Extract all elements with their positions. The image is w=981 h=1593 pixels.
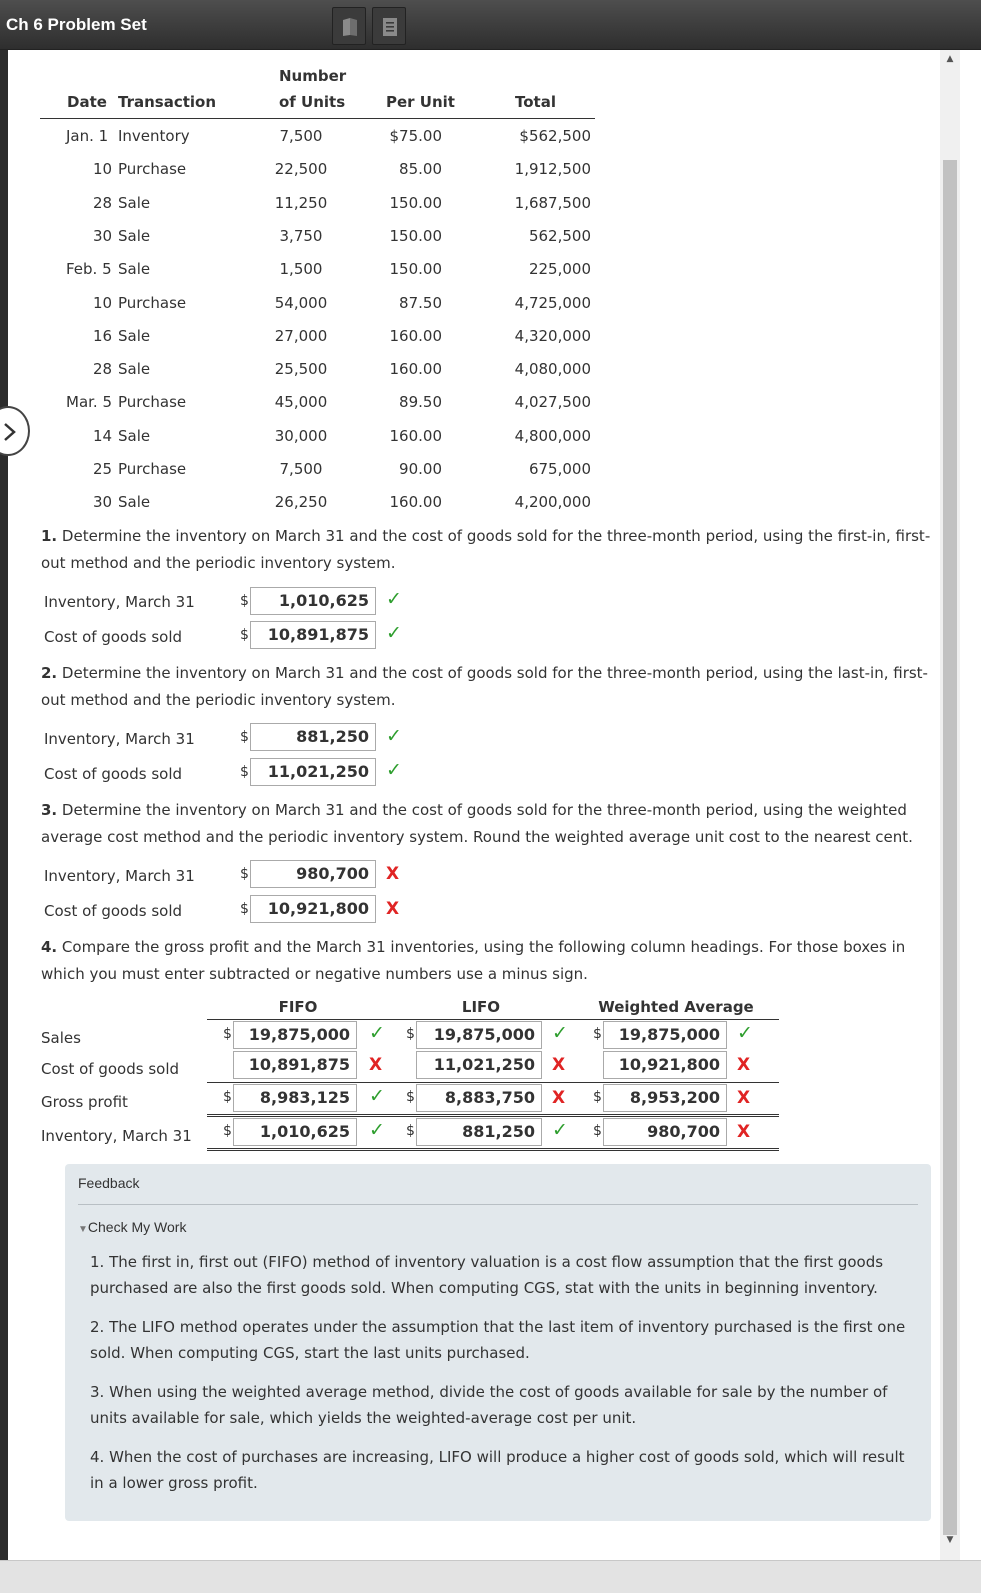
fifo-gross-profit-input[interactable]: 8,983,125 bbox=[233, 1084, 357, 1112]
scroll-up-icon[interactable]: ▲ bbox=[946, 54, 954, 64]
col-fifo: FIFO bbox=[278, 998, 318, 1016]
q2-cogs-input[interactable]: 11,021,250 bbox=[250, 758, 376, 786]
col-lifo: LIFO bbox=[461, 998, 501, 1016]
header-per-unit: Per Unit bbox=[386, 93, 455, 111]
row-per-unit: 90.00 bbox=[399, 460, 442, 478]
row-date: Mar. 5 bbox=[66, 393, 113, 411]
row-transaction: Purchase bbox=[118, 294, 187, 312]
wavg-inventory-input[interactable]: 980,700 bbox=[603, 1118, 727, 1146]
cross-icon: X bbox=[737, 1122, 751, 1142]
fifo-cogs-input[interactable]: 10,891,875 bbox=[233, 1051, 357, 1079]
row-transaction: Purchase bbox=[118, 460, 187, 478]
dollar-sign: $ bbox=[406, 1123, 415, 1139]
row-units: 7,500 bbox=[279, 460, 323, 478]
cross-icon: X bbox=[386, 899, 400, 919]
row-total: 675,000 bbox=[528, 460, 591, 478]
scroll-down-icon[interactable]: ▼ bbox=[946, 1535, 954, 1545]
column-header-rule bbox=[207, 1019, 779, 1020]
feedback-paragraph-1: 1. The first in, first out (FIFO) method of inventory valuation is a cost flow assumption that the first goods purchased are also the first goods sold. When computing CGS, stat with the units in beginning inventory. bbox=[90, 1253, 884, 1297]
q2-inventory-label: Inventory, March 31 bbox=[44, 730, 195, 748]
row-date: 28 bbox=[93, 194, 113, 212]
cross-icon: X bbox=[737, 1055, 751, 1075]
question-1 bbox=[41, 523, 931, 577]
row-date: Feb. 5 bbox=[66, 260, 112, 278]
gross-profit-label: Gross profit bbox=[41, 1093, 128, 1111]
q1-inventory-input[interactable]: 1,010,625 bbox=[250, 587, 376, 615]
inventory-label: Inventory, March 31 bbox=[41, 1127, 192, 1145]
row-total: 4,080,000 bbox=[514, 360, 591, 378]
row-units: 11,250 bbox=[274, 194, 328, 212]
wavg-gross-profit-input[interactable]: 8,953,200 bbox=[603, 1084, 727, 1112]
q3-cogs-input[interactable]: 10,921,800 bbox=[250, 895, 376, 923]
row-total: 1,687,500 bbox=[514, 194, 591, 212]
row-total: 4,027,500 bbox=[514, 393, 591, 411]
row-per-unit: 160.00 bbox=[389, 493, 442, 511]
sales-label: Sales bbox=[41, 1029, 81, 1047]
row-per-unit: 160.00 bbox=[389, 327, 442, 345]
row-per-unit: 150.00 bbox=[389, 260, 442, 278]
row-total: 4,200,000 bbox=[514, 493, 591, 511]
question-2 bbox=[41, 660, 931, 714]
row-per-unit: 160.00 bbox=[389, 360, 442, 378]
row-date: 16 bbox=[93, 327, 113, 345]
cross-icon: X bbox=[552, 1088, 566, 1108]
dollar-sign: $ bbox=[406, 1089, 415, 1105]
subtotal-rule bbox=[207, 1082, 779, 1083]
lifo-inventory-input[interactable]: 881,250 bbox=[416, 1118, 542, 1146]
check-icon: ✓ bbox=[386, 759, 402, 781]
feedback-paragraph-3: 3. When using the weighted average method, divide the cost of goods available for sale by the number of units available for sale, which yields the weighted-average cost per unit. bbox=[90, 1383, 888, 1427]
question-4-text: Compare the gross profit and the March 31 inventories, using the following column headings. For those boxes in which you must enter subtracted or negative numbers use a minus sign. bbox=[41, 938, 906, 983]
check-icon: ✓ bbox=[369, 1022, 385, 1044]
row-units: 3,750 bbox=[279, 227, 323, 245]
cross-icon: X bbox=[369, 1055, 383, 1075]
row-units: 54,000 bbox=[274, 294, 328, 312]
feedback-paragraph-2: 2. The LIFO method operates under the assumption that the last item of inventory purchased is the first one sold. When computing CGS, start the last units purchased. bbox=[90, 1318, 906, 1362]
row-date: 30 bbox=[93, 227, 113, 245]
feedback-divider bbox=[78, 1204, 918, 1205]
gross-profit-rule-double bbox=[207, 1116, 779, 1117]
notes-button[interactable] bbox=[372, 7, 406, 45]
row-date: 14 bbox=[93, 427, 113, 445]
inventory-rule bbox=[207, 1148, 779, 1149]
row-per-unit: 85.00 bbox=[399, 160, 442, 178]
ebook-button[interactable] bbox=[332, 7, 366, 45]
gross-profit-rule bbox=[207, 1114, 779, 1115]
row-date: 30 bbox=[93, 493, 113, 511]
dollar-sign: $ bbox=[223, 1089, 232, 1105]
q2-inventory-input[interactable]: 881,250 bbox=[250, 723, 376, 751]
question-3-number: 3. bbox=[41, 801, 58, 819]
q2-cogs-label: Cost of goods sold bbox=[44, 765, 183, 783]
check-icon: ✓ bbox=[737, 1022, 753, 1044]
question-1-number: 1. bbox=[41, 527, 58, 545]
dollar-sign: $ bbox=[223, 1026, 232, 1042]
title-bar bbox=[0, 0, 981, 50]
q1-cogs-dollar: $ bbox=[240, 627, 249, 643]
cross-icon: X bbox=[737, 1088, 751, 1108]
q2-inventory-dollar: $ bbox=[240, 729, 249, 745]
row-total: 562,500 bbox=[528, 227, 591, 245]
row-per-unit: 89.50 bbox=[399, 393, 442, 411]
row-total: $562,500 bbox=[519, 127, 591, 145]
q2-cogs-dollar: $ bbox=[240, 764, 249, 780]
check-icon: ✓ bbox=[369, 1119, 385, 1141]
check-icon: ✓ bbox=[552, 1022, 568, 1044]
row-transaction: Inventory bbox=[118, 127, 190, 145]
check-icon: ✓ bbox=[552, 1119, 568, 1141]
row-transaction: Purchase bbox=[118, 393, 187, 411]
lifo-cogs-input[interactable]: 11,021,250 bbox=[416, 1051, 542, 1079]
cross-icon: X bbox=[386, 864, 400, 884]
row-date: 28 bbox=[93, 360, 113, 378]
row-date: 10 bbox=[93, 160, 113, 178]
col-weighted-average: Weighted Average bbox=[598, 998, 754, 1016]
triangle-down-icon: ▼ bbox=[78, 1224, 88, 1235]
row-units: 27,000 bbox=[274, 327, 328, 345]
dollar-sign: $ bbox=[406, 1026, 415, 1042]
app-title: Ch 6 Problem Set bbox=[6, 15, 147, 34]
check-my-work-toggle[interactable] bbox=[78, 1219, 186, 1235]
row-units: 45,000 bbox=[274, 393, 328, 411]
wavg-sales-input[interactable]: 19,875,000 bbox=[603, 1021, 727, 1049]
book-icon bbox=[341, 17, 359, 37]
header-transaction: Transaction bbox=[118, 93, 217, 111]
question-4 bbox=[41, 934, 931, 988]
q1-inventory-label: Inventory, March 31 bbox=[44, 593, 195, 611]
row-transaction: Sale bbox=[118, 260, 151, 278]
q3-inventory-dollar: $ bbox=[240, 866, 249, 882]
lifo-sales-input[interactable]: 19,875,000 bbox=[416, 1021, 542, 1049]
document-icon bbox=[381, 17, 399, 37]
bottom-bar bbox=[0, 1560, 981, 1593]
question-1-text: Determine the inventory on March 31 and the cost of goods sold for the three-month period, using the first-in, first-out method and the periodic inventory system. bbox=[41, 527, 931, 572]
inventory-rule-double bbox=[207, 1150, 779, 1151]
row-transaction: Sale bbox=[118, 427, 151, 445]
q1-inventory-dollar: $ bbox=[240, 593, 249, 609]
cogs-label: Cost of goods sold bbox=[41, 1060, 180, 1078]
feedback-panel bbox=[65, 1164, 931, 1521]
row-per-unit: 150.00 bbox=[389, 227, 442, 245]
question-3 bbox=[41, 797, 931, 851]
row-total: 4,320,000 bbox=[514, 327, 591, 345]
q3-inventory-input[interactable]: 980,700 bbox=[250, 860, 376, 888]
row-units: 1,500 bbox=[279, 260, 323, 278]
row-transaction: Sale bbox=[118, 360, 151, 378]
question-3-text: Determine the inventory on March 31 and the cost of goods sold for the three-month period, using the weighted average cost method and the periodic inventory system. Round the weighted average unit cost to the nearest cent. bbox=[41, 801, 913, 846]
row-date: Jan. 1 bbox=[66, 127, 109, 145]
scrollbar-thumb[interactable] bbox=[943, 160, 957, 1535]
row-transaction: Sale bbox=[118, 327, 151, 345]
fifo-inventory-input[interactable]: 1,010,625 bbox=[233, 1118, 357, 1146]
lifo-gross-profit-input[interactable]: 8,883,750 bbox=[416, 1084, 542, 1112]
row-per-unit: 150.00 bbox=[389, 194, 442, 212]
feedback-paragraph-4: 4. When the cost of purchases are increasing, LIFO will produce a higher cost of goods sold, which will result in a lower gross profit. bbox=[90, 1448, 905, 1492]
dollar-sign: $ bbox=[593, 1123, 602, 1139]
row-transaction: Sale bbox=[118, 227, 151, 245]
row-per-unit: 160.00 bbox=[389, 427, 442, 445]
header-date: Date bbox=[67, 93, 107, 111]
dollar-sign: $ bbox=[223, 1123, 232, 1139]
fifo-sales-input[interactable]: 19,875,000 bbox=[233, 1021, 357, 1049]
check-icon: ✓ bbox=[386, 588, 402, 610]
expand-panel-button[interactable] bbox=[0, 406, 30, 456]
row-per-unit: 87.50 bbox=[399, 294, 442, 312]
header-total: Total bbox=[515, 93, 556, 111]
row-units: 30,000 bbox=[274, 427, 328, 445]
feedback-title: Feedback bbox=[78, 1175, 140, 1191]
q3-cogs-label: Cost of goods sold bbox=[44, 902, 183, 920]
row-transaction: Sale bbox=[118, 493, 151, 511]
row-units: 22,500 bbox=[274, 160, 328, 178]
row-units: 25,500 bbox=[274, 360, 328, 378]
q3-cogs-dollar: $ bbox=[240, 901, 249, 917]
right-frame bbox=[962, 50, 981, 1560]
row-date: 25 bbox=[93, 460, 113, 478]
row-total: 4,800,000 bbox=[514, 427, 591, 445]
row-units: 7,500 bbox=[279, 127, 323, 145]
row-transaction: Sale bbox=[118, 194, 151, 212]
dollar-sign: $ bbox=[593, 1089, 602, 1105]
row-per-unit: $75.00 bbox=[389, 127, 442, 145]
check-icon: ✓ bbox=[369, 1085, 385, 1107]
question-2-number: 2. bbox=[41, 664, 58, 682]
header-rule bbox=[40, 118, 595, 119]
row-units: 26,250 bbox=[274, 493, 328, 511]
cross-icon: X bbox=[552, 1055, 566, 1075]
wavg-cogs-input[interactable]: 10,921,800 bbox=[603, 1051, 727, 1079]
row-transaction: Purchase bbox=[118, 160, 187, 178]
q1-cogs-label: Cost of goods sold bbox=[44, 628, 183, 646]
question-2-text: Determine the inventory on March 31 and the cost of goods sold for the three-month period, using the last-in, first-out method and the periodic inventory system. bbox=[41, 664, 928, 709]
question-4-number: 4. bbox=[41, 938, 58, 956]
chevron-right-icon bbox=[4, 423, 16, 441]
row-total: 225,000 bbox=[528, 260, 591, 278]
check-my-work-label: Check My Work bbox=[87, 1219, 187, 1235]
row-total: 1,912,500 bbox=[514, 160, 591, 178]
check-icon: ✓ bbox=[386, 622, 402, 644]
header-units: of Units bbox=[279, 93, 346, 111]
row-total: 4,725,000 bbox=[514, 294, 591, 312]
dollar-sign: $ bbox=[593, 1026, 602, 1042]
row-date: 10 bbox=[93, 294, 113, 312]
header-number: Number bbox=[279, 67, 347, 85]
left-frame bbox=[0, 50, 8, 1560]
check-icon: ✓ bbox=[386, 725, 402, 747]
q1-cogs-input[interactable]: 10,891,875 bbox=[250, 621, 376, 649]
q3-inventory-label: Inventory, March 31 bbox=[44, 867, 195, 885]
